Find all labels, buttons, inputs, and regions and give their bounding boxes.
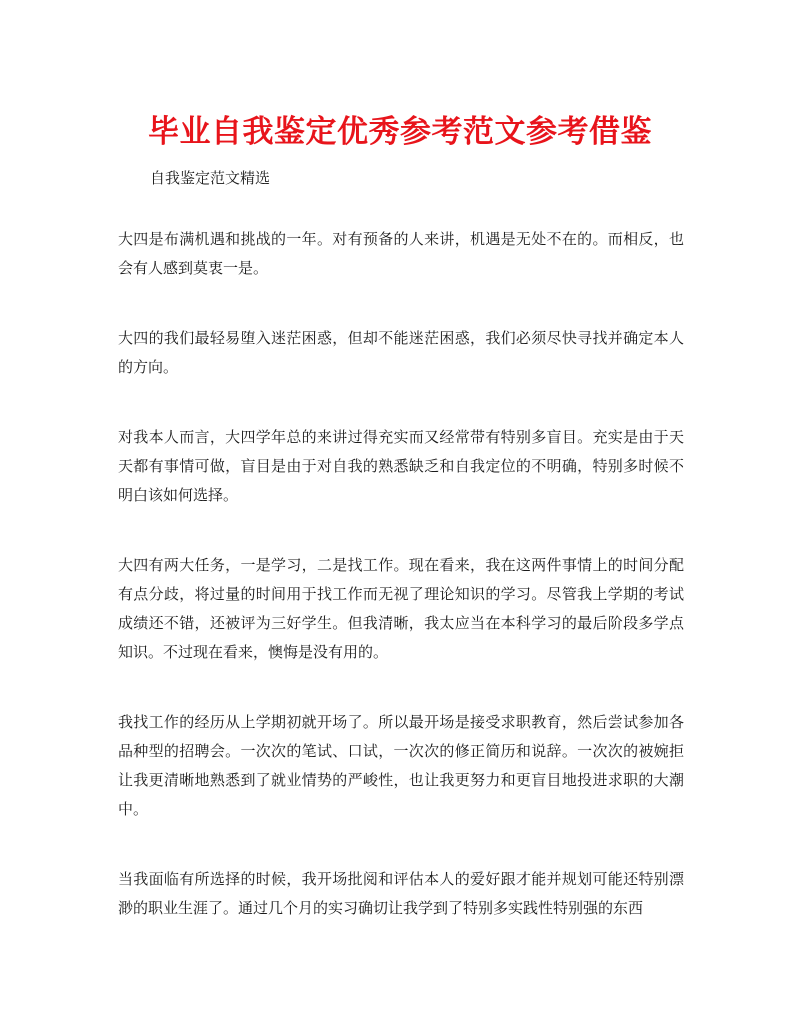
paragraph-5: 我找工作的经历从上学期初就开场了。所以最开场是接受求职教育，然后尝试参加各品种型的招聘会。一次次的笔试、口试，一次次的修正简历和说辞。一次次的被婉拒让我更清晰地熟悉到了就业情势的严峻性，也让我更努力和更盲目地投进求职的大潮中。 [118, 713, 684, 818]
paragraph-3: 对我本人而言，大四学年总的来讲过得充实而又经常带有特别多盲目。充实是由于天天都有事情可做，盲目是由于对自我的熟悉缺乏和自我定位的不明确，特别多时候不明白该如何选择。 [118, 428, 684, 504]
document-subtitle: 自我鉴定范文精选 [150, 169, 271, 187]
paragraph-4: 大四有两大任务，一是学习，二是找工作。现在看来，我在这两件事情上的时间分配有点分歧，将过量的时间用于找工作而无视了理论知识的学习。尽管我上学期的考试成绩还不错，还被评为三好学生。但我清晰，我太应当在本科学习的最后阶段多学点知识。不过现在看来，懊悔是没有用的。 [118, 556, 684, 661]
document-title: 毕业自我鉴定优秀参考范文参考借鉴 [148, 114, 652, 150]
paragraph-2: 大四的我们最轻易堕入迷茫困惑，但却不能迷茫困惑，我们必须尽快寻找并确定本人的方向。 [118, 329, 684, 376]
paragraph-1: 大四是布满机遇和挑战的一年。对有预备的人来讲，机遇是无处不在的。而相反，也会有人感到莫衷一是。 [118, 230, 684, 277]
paragraph-6: 当我面临有所选择的时候，我开场批阅和评估本人的爱好跟才能并规划可能还特别漂渺的职业生涯了。通过几个月的实习确切让我学到了特别多实践性特别强的东西 [118, 870, 684, 917]
document-body [118, 225, 684, 964]
